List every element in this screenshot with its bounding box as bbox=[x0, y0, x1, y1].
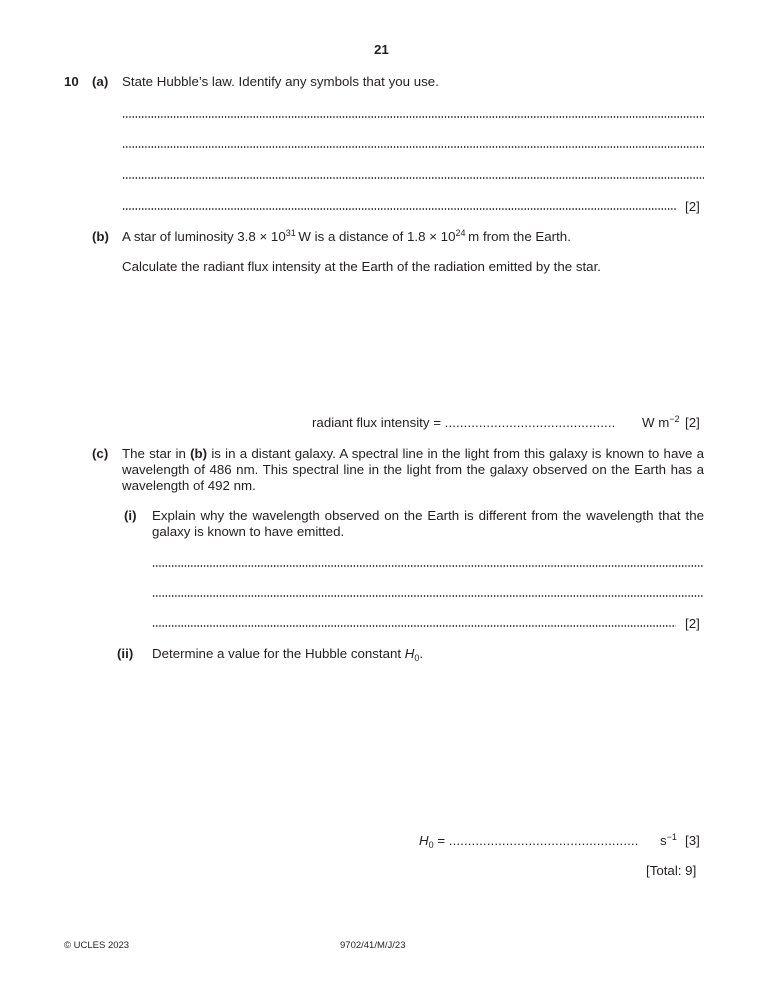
answer-line[interactable] bbox=[152, 564, 704, 568]
footer-code: 9702/41/M/J/23 bbox=[340, 940, 406, 951]
sub-ii-text-body: Determine a value for the Hubble constant bbox=[152, 646, 405, 661]
question-number: 10 bbox=[64, 74, 79, 89]
part-b-text-1: A star of luminosity 3.8 × 10 bbox=[122, 229, 286, 244]
page-number: 21 bbox=[374, 42, 389, 57]
part-c-text-1: The star in bbox=[122, 446, 191, 461]
part-b-unit-text: W m bbox=[642, 415, 670, 430]
part-c-label: (c) bbox=[92, 446, 109, 461]
part-b-exponent-1: 31 bbox=[285, 228, 296, 238]
part-b-exponent-2: 24 bbox=[455, 228, 466, 238]
part-b-answer-row bbox=[312, 415, 615, 430]
answer-line[interactable] bbox=[122, 176, 704, 180]
part-b-unit-exponent: −2 bbox=[669, 414, 680, 424]
part-a-label: (a) bbox=[92, 74, 109, 89]
answer-line[interactable] bbox=[122, 207, 676, 211]
part-c-text bbox=[122, 446, 704, 494]
part-b-marks: [2] bbox=[685, 415, 700, 430]
sub-i-label: (i) bbox=[124, 508, 137, 523]
answer-line[interactable] bbox=[152, 624, 676, 628]
sub-ii-marks: [3] bbox=[685, 833, 700, 848]
part-b-instruction: Calculate the radiant flux intensity at the Earth of the radiation emitted by the star. bbox=[122, 259, 601, 274]
part-b-question bbox=[122, 229, 571, 244]
sub-ii-unit bbox=[660, 833, 677, 848]
sub-i-marks: [2] bbox=[685, 616, 700, 631]
part-a-marks: [2] bbox=[685, 199, 700, 214]
part-c-ref-b: (b) bbox=[190, 446, 208, 461]
sub-ii-answer-row bbox=[419, 833, 639, 848]
answer-hubble-symbol: H bbox=[419, 833, 429, 848]
hubble-symbol-subscript: 0 bbox=[414, 653, 420, 663]
part-b-label: (b) bbox=[92, 229, 109, 244]
answer-hubble-subscript: 0 bbox=[428, 840, 434, 850]
sub-ii-unit-exponent: −1 bbox=[666, 832, 677, 842]
sub-ii-text-end: . bbox=[419, 646, 424, 661]
sub-i-text: Explain why the wavelength observed on the Earth is different from the wavelength that the galaxy is known to have emitted. bbox=[152, 508, 704, 539]
hubble-symbol: H bbox=[404, 646, 415, 661]
answer-equals: = bbox=[433, 833, 449, 848]
part-c-text-2: is in a distant galaxy. A spectral line in the light from this galaxy is known to have a wavelength of 486 nm. This spectral line in the light from the galaxy observed on the Earth has a wavelength of 492 nm. bbox=[122, 446, 704, 493]
part-b-unit bbox=[642, 415, 680, 430]
footer-copyright: © UCLES 2023 bbox=[64, 940, 130, 951]
part-b-text-3: m from the Earth. bbox=[468, 229, 571, 244]
answer-line[interactable] bbox=[152, 594, 704, 598]
sub-ii-answer-field[interactable]: .................................................. bbox=[448, 833, 639, 848]
part-b-answer-field[interactable]: ............................................. bbox=[444, 415, 616, 430]
sub-ii-label: (ii) bbox=[117, 646, 134, 661]
answer-line[interactable] bbox=[122, 145, 704, 149]
answer-line[interactable] bbox=[122, 115, 704, 119]
part-b-answer-label: radiant flux intensity = bbox=[312, 415, 445, 430]
sub-ii-text bbox=[152, 646, 423, 661]
total-marks: [Total: 9] bbox=[646, 863, 697, 878]
part-a-question: State Hubble’s law. Identify any symbols that you use. bbox=[122, 74, 439, 89]
sub-ii-unit-text: s bbox=[660, 833, 667, 848]
part-b-text-2: W is a distance of 1.8 × 10 bbox=[298, 229, 456, 244]
